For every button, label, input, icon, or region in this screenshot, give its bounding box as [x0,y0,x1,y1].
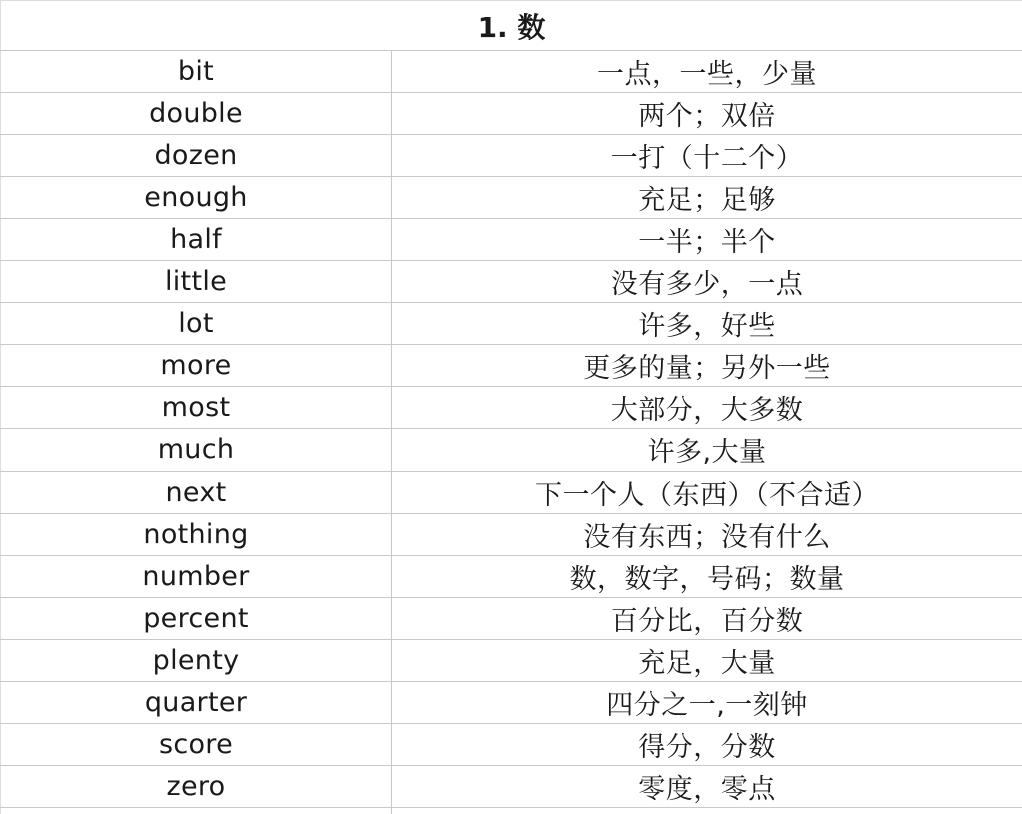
word-cell[interactable]: half [1,219,392,261]
word-cell[interactable]: lot [1,303,392,345]
table-row [1,723,1022,765]
meaning-cell[interactable]: 一打（十二个） [392,135,1022,177]
word-cell[interactable]: dozen [1,135,392,177]
word-cell[interactable]: score [1,723,392,765]
table-row [1,639,1022,681]
meaning-cell[interactable]: 百分比，百分数 [392,597,1022,639]
table-row [1,555,1022,597]
word-cell[interactable]: little [1,261,392,303]
meaning-cell[interactable]: 大部分，大多数 [392,387,1022,429]
word-cell[interactable]: most [1,387,392,429]
word-cell[interactable]: much [1,429,392,471]
empty-cell[interactable] [392,807,1022,814]
table-row [1,807,1022,814]
meaning-cell[interactable]: 没有东西；没有什么 [392,513,1022,555]
empty-cell[interactable] [1,807,392,814]
table-row [1,681,1022,723]
meaning-cell[interactable]: 一点，一些，少量 [392,51,1022,93]
word-cell[interactable]: percent [1,597,392,639]
word-cell[interactable]: zero [1,765,392,807]
word-cell[interactable]: enough [1,177,392,219]
table-row [1,177,1022,219]
meaning-cell[interactable]: 下一个人（东西）（不合适） [392,471,1022,513]
table-row [1,135,1022,177]
word-cell[interactable]: more [1,345,392,387]
table-row [1,429,1022,471]
table-row [1,471,1022,513]
table-row [1,303,1022,345]
meaning-cell[interactable]: 得分，分数 [392,723,1022,765]
table-row [1,51,1022,93]
table-row [1,345,1022,387]
table-row [1,513,1022,555]
word-cell[interactable]: next [1,471,392,513]
section-title[interactable]: 1. 数 [1,1,1022,51]
table-row [1,93,1022,135]
table-row [1,261,1022,303]
meaning-cell[interactable]: 许多,大量 [392,429,1022,471]
word-cell[interactable]: bit [1,51,392,93]
table-row [1,387,1022,429]
meaning-cell[interactable]: 两个；双倍 [392,93,1022,135]
meaning-cell[interactable]: 充足；足够 [392,177,1022,219]
word-cell[interactable]: nothing [1,513,392,555]
meaning-cell[interactable]: 零度，零点 [392,765,1022,807]
meaning-cell[interactable]: 许多，好些 [392,303,1022,345]
meaning-cell[interactable]: 数，数字，号码；数量 [392,555,1022,597]
meaning-cell[interactable]: 充足，大量 [392,639,1022,681]
word-cell[interactable]: quarter [1,681,392,723]
meaning-cell[interactable]: 四分之一,一刻钟 [392,681,1022,723]
word-cell[interactable]: double [1,93,392,135]
meaning-cell[interactable]: 更多的量；另外一些 [392,345,1022,387]
section-header-row [1,1,1022,51]
word-cell[interactable]: plenty [1,639,392,681]
table-row [1,219,1022,261]
word-cell[interactable]: number [1,555,392,597]
table-row [1,597,1022,639]
table-row [1,765,1022,807]
meaning-cell[interactable]: 一半；半个 [392,219,1022,261]
meaning-cell[interactable]: 没有多少，一点 [392,261,1022,303]
